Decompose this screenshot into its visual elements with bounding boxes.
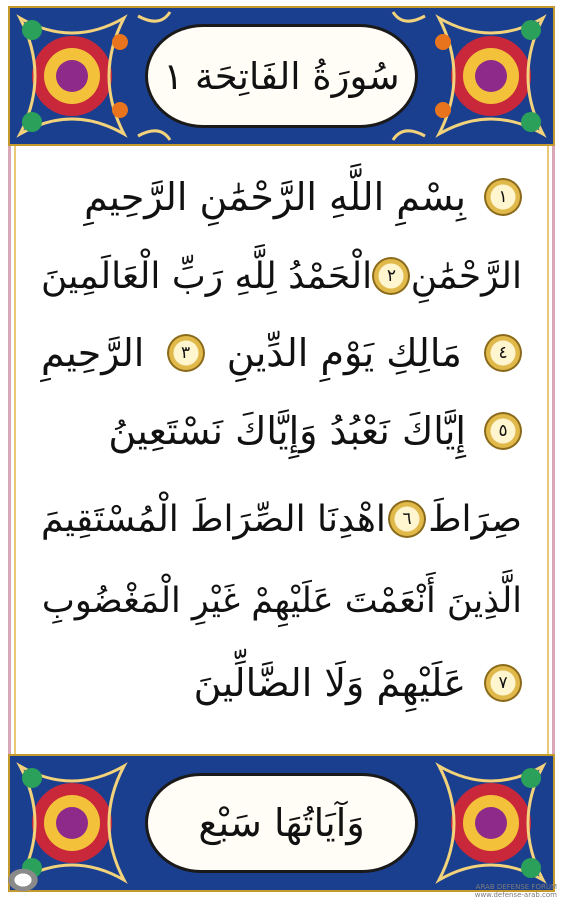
watermark bbox=[475, 883, 557, 899]
verse-line bbox=[41, 162, 522, 232]
verse-text: مَالِكِ يَوْمِ الدِّينِ bbox=[226, 331, 462, 375]
surah-header-panel bbox=[8, 6, 555, 146]
verse-text: بِسْمِ اللَّهِ الرَّحْمَٰنِ الرَّحِيمِ bbox=[84, 175, 466, 219]
floral-ornament-left bbox=[20, 18, 128, 134]
ayah-number-marker: ٧ bbox=[484, 664, 522, 702]
verse-text: صِرَاطَ bbox=[428, 498, 522, 540]
verses-frame bbox=[8, 146, 555, 754]
surah-title: سُورَةُ الفَاتِحَة ١ bbox=[163, 54, 400, 98]
verse-line bbox=[41, 241, 522, 311]
ayah-number-marker: ٤ bbox=[484, 334, 522, 372]
verse-text: الْحَمْدُ لِلَّهِ رَبِّ الْعَالَمِينَ bbox=[41, 255, 373, 297]
watermark-line-1: ARAB DEFENSE FORUM bbox=[475, 883, 557, 891]
watermark-line-2: www.defense-arab.com bbox=[474, 891, 557, 899]
verse-line bbox=[41, 648, 522, 718]
verse-text: إِيَّاكَ نَعْبُدُ وَإِيَّاكَ نَسْتَعِينُ bbox=[108, 409, 466, 453]
ayah-number-marker: ٢ bbox=[372, 257, 410, 295]
ayah-number-marker: ٦ bbox=[388, 500, 426, 538]
verse-count-title: وَآيَاتُهَا سَبْع bbox=[198, 801, 365, 845]
verse-line bbox=[41, 318, 522, 388]
floral-ornament-right bbox=[435, 18, 543, 134]
verse-line bbox=[41, 566, 522, 636]
forum-logo-icon bbox=[6, 867, 40, 893]
surah-footer-panel bbox=[8, 754, 555, 892]
surah-title-cartouche bbox=[145, 24, 418, 128]
verse-text: الَّذِينَ أَنْعَمْتَ عَلَيْهِمْ غَيْرِ الْمَغْضُوبِ bbox=[41, 581, 522, 621]
verse-line bbox=[41, 484, 522, 554]
verse-line bbox=[41, 396, 522, 466]
ayah-number-marker: ١ bbox=[484, 178, 522, 216]
verse-text: الرَّحْمَٰنِ bbox=[410, 255, 522, 297]
verse-text: عَلَيْهِمْ وَلَا الضَّالِّينَ bbox=[193, 661, 466, 705]
floral-ornament-left bbox=[20, 766, 124, 880]
floral-ornament-right bbox=[439, 766, 543, 880]
verse-text: الرَّحِيمِ bbox=[41, 331, 145, 375]
ayah-number-marker: ٣ bbox=[167, 334, 205, 372]
verse-text: اهْدِنَا الصِّرَاطَ الْمُسْتَقِيمَ bbox=[41, 498, 386, 540]
verse-count-cartouche bbox=[145, 773, 418, 873]
ayah-number-marker: ٥ bbox=[484, 412, 522, 450]
